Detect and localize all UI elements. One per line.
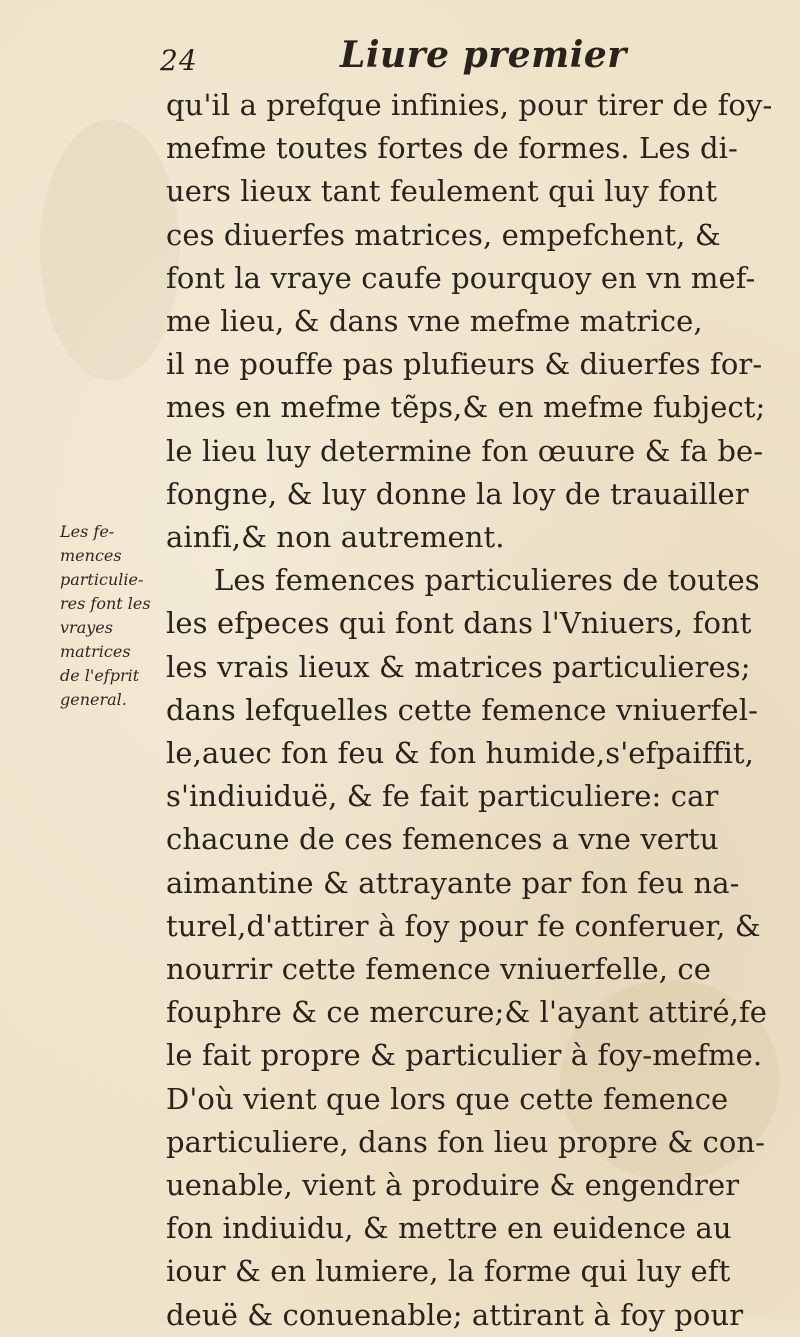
text-line: le lieu luy determine fon œuure & fa be- xyxy=(166,433,764,468)
text-line: chacune de ces femences a vne vertu xyxy=(166,822,719,857)
page-number: 24 xyxy=(160,44,198,77)
text-line: font la vraye caufe pourquoy en vn mef- xyxy=(166,260,756,295)
text-line: les vrais lieux & matrices particulieres; xyxy=(166,649,751,684)
text-line: le fait propre & particulier à foy-mefme. xyxy=(166,1038,763,1073)
text-line: deuë & conuenable; attirant à foy pour xyxy=(166,1297,744,1332)
text-line: uers lieux tant feulement qui luy font xyxy=(166,174,718,209)
body-text xyxy=(166,84,786,1337)
text-line: particuliere, dans fon lieu propre & con- xyxy=(166,1124,766,1159)
text-line: qu'il a prefque infinies, pour tirer de foy- xyxy=(166,88,773,122)
text-line: aimantine & attrayante par fon feu na- xyxy=(166,865,740,900)
text-line: il ne pouffe pas plufieurs & diuerfes for- xyxy=(166,347,763,382)
text-line: mes en mefme tẽps,& en mefme fubject; xyxy=(166,390,766,425)
margin-note-line: mences xyxy=(60,546,122,565)
text-line: iour & en lumiere, la forme qui luy eft xyxy=(166,1254,731,1289)
text-line: fongne, & luy donne la loy de trauailler xyxy=(166,476,749,511)
margin-note-line: de l'efprit xyxy=(60,666,140,685)
margin-note xyxy=(60,520,160,712)
text-line: s'indiuiduë, & fe fait particuliere: car xyxy=(166,779,719,814)
margin-note-line: general. xyxy=(60,690,127,709)
text-line: mefme toutes fortes de formes. Les di- xyxy=(166,131,738,166)
text-line: D'où vient que lors que cette femence xyxy=(166,1081,729,1116)
margin-note-line: Les fe- xyxy=(60,522,115,541)
text-line: uenable, vient à produire & engendrer xyxy=(166,1168,740,1203)
text-line: les efpeces qui font dans l'Vniuers, font xyxy=(166,606,752,641)
margin-note-line: matrices xyxy=(60,642,131,661)
margin-note-line: res font les xyxy=(60,594,151,613)
margin-note-line: vrayes xyxy=(60,618,113,637)
text-line: Les femences particulieres de toutes xyxy=(214,563,760,598)
text-line: ainfi,& non autrement. xyxy=(166,520,505,555)
paper-stain xyxy=(40,120,180,380)
text-line: fon indiuidu, & mettre en euidence au xyxy=(166,1211,732,1246)
text-line: nourrir cette femence vniuerfelle, ce xyxy=(166,952,712,987)
running-title: Liure premier xyxy=(340,34,627,76)
text-line: ces diuerfes matrices, empefchent, & xyxy=(166,217,721,252)
page-header xyxy=(160,34,760,78)
text-line: fouphre & ce mercure;& l'ayant attiré,fe xyxy=(166,995,768,1030)
margin-note-line: particulie- xyxy=(60,570,144,589)
text-line: me lieu, & dans vne mefme matrice, xyxy=(166,304,703,339)
text-line: turel,d'attirer à foy pour fe conferuer, & xyxy=(166,908,761,943)
text-line: dans lefquelles cette femence vniuerfel- xyxy=(166,692,758,727)
text-line: le,auec fon feu & fon humide,s'efpaiffit, xyxy=(166,736,754,771)
